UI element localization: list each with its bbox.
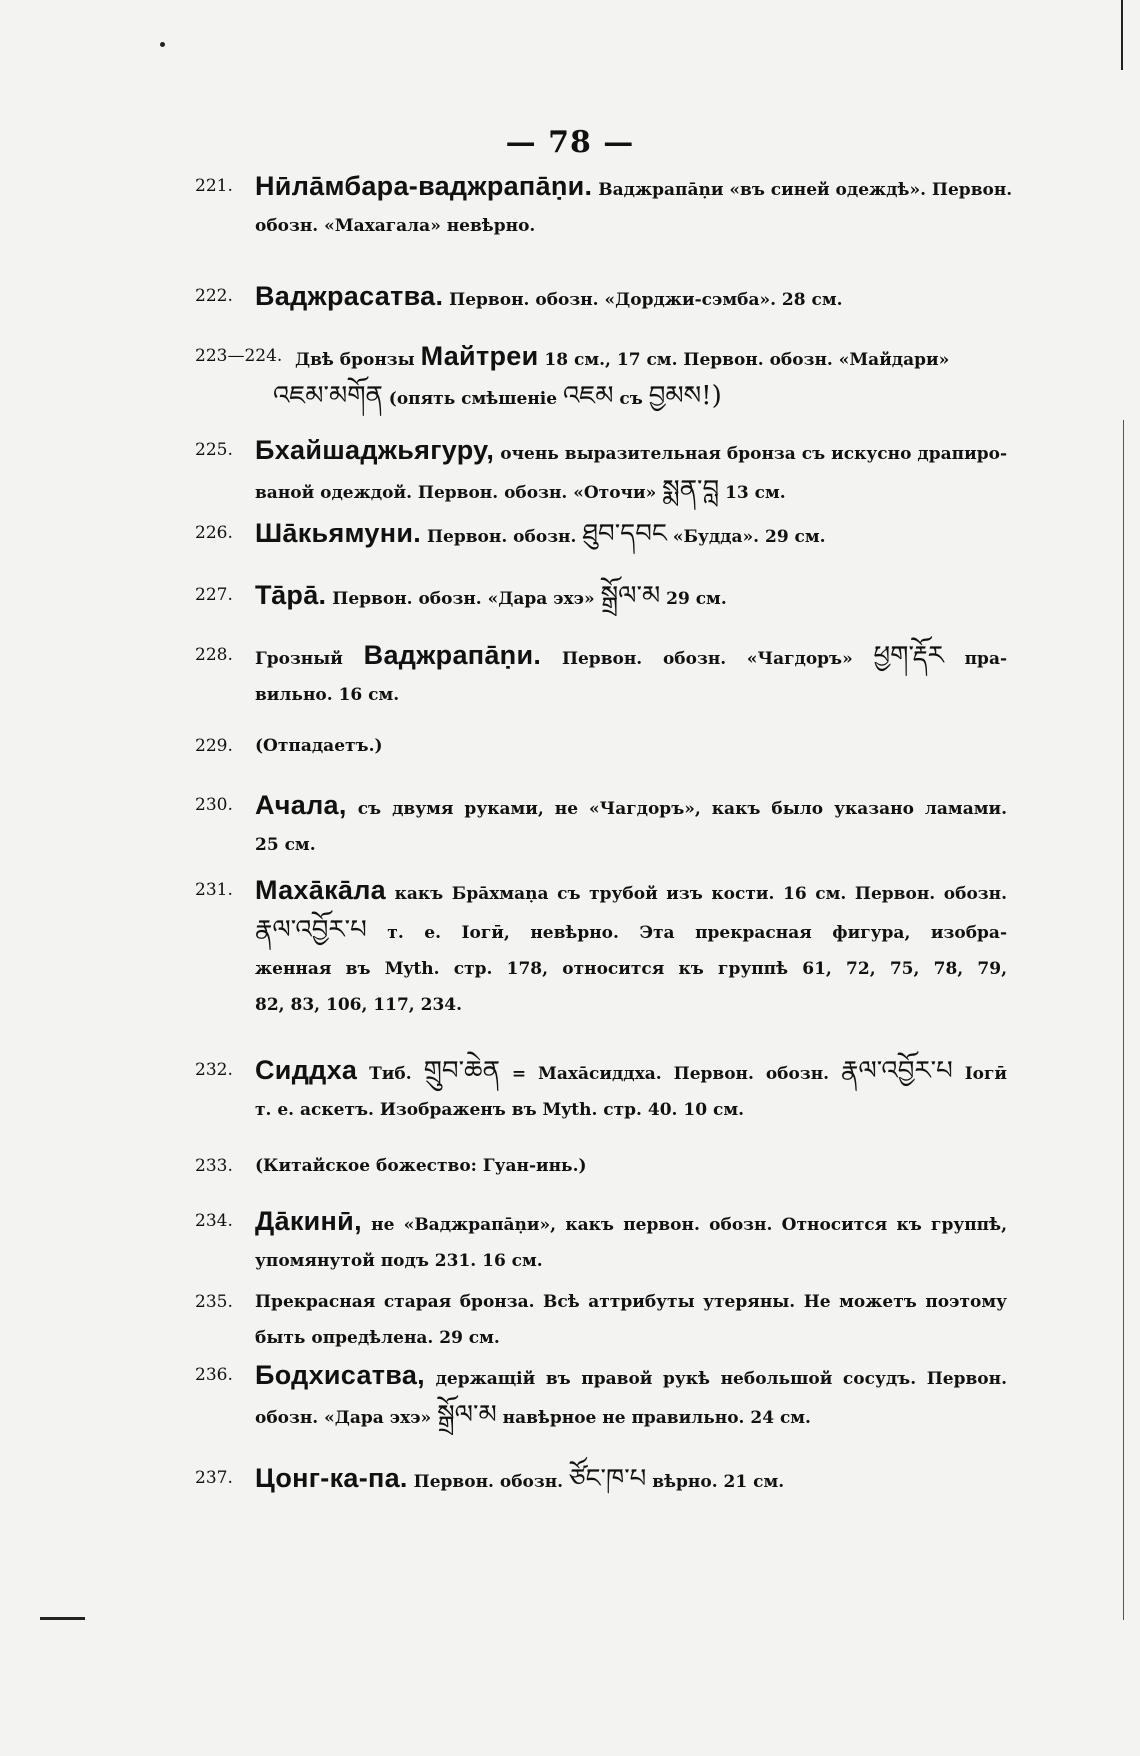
- entry-text: Первон. обозн. «Чагдоръ»: [561, 649, 853, 669]
- entry-text: упомянутой подъ 231. 16 см.: [255, 1251, 543, 1271]
- catalog-entry-234: [195, 1203, 1007, 1279]
- deity-name: Ша̄кьямуни.: [255, 518, 422, 548]
- entry-text: съ: [619, 389, 643, 409]
- scan-dot: [160, 42, 165, 47]
- entry-line: [195, 1243, 1007, 1279]
- entry-line: [195, 1092, 1007, 1128]
- tibetan-script: ཙོང་ཁ་པ: [569, 1464, 647, 1494]
- entry-line: [195, 872, 1007, 912]
- entry-line: [195, 1052, 1007, 1092]
- entry-text: держащій въ правой рукѣ небольшой сосудъ. Первон.: [435, 1369, 1007, 1389]
- catalog-entry-221: [195, 168, 1013, 244]
- entry-text: Грозный: [255, 649, 343, 669]
- entry-number: 227.: [195, 585, 233, 605]
- entry-text: (опять смѣшеніе: [388, 389, 558, 409]
- catalog-entry-233: [195, 1148, 1007, 1184]
- entry-line: [195, 1284, 1007, 1320]
- entry-text: не «Ваджрапа̄ṇи», какъ первон. обозн. Относится къ группѣ,: [371, 1215, 1007, 1235]
- entry-text: Ваджрапа̄ṇи «въ синей одеждѣ». Первон.: [598, 180, 1013, 200]
- entry-text: Двѣ бронзы: [295, 350, 415, 370]
- entry-number: 221.: [195, 176, 233, 196]
- entry-line: [195, 378, 1007, 417]
- entry-text: т. е. Іогӣ, невѣрно. Эта прекрасная фигура, изобра-: [387, 923, 1007, 943]
- entry-number: 236.: [195, 1365, 233, 1385]
- catalog-entry-230: [195, 787, 1007, 863]
- entry-number: 226.: [195, 523, 233, 543]
- tibetan-script: བྱམས!): [648, 381, 722, 411]
- scan-edge-line: [1123, 420, 1124, 1620]
- deity-name: Бхайшаджьягуру,: [255, 435, 495, 465]
- tibetan-script: གྲུབ་ཆེན: [423, 1056, 500, 1086]
- catalog-entry-237: [195, 1460, 1007, 1500]
- catalog-entry-223-224: [195, 338, 1007, 417]
- entry-text: Первон. обозн.: [426, 527, 577, 547]
- entry-line: [195, 1320, 1007, 1356]
- entry-line: [195, 472, 1007, 511]
- entry-text: 18 см., 17 см. Первон. обозн. «Майдари»: [544, 350, 950, 370]
- entry-text: Первон. обозн. «Дара эхэ»: [332, 589, 595, 609]
- deity-name: Нӣла̄мбара-ваджрапа̄ṇи.: [255, 171, 593, 201]
- entry-line: [195, 787, 1007, 827]
- entry-text: вильно. 16 см.: [255, 685, 400, 705]
- entry-text: (Отпадаетъ.): [255, 736, 383, 756]
- catalog-entry-236: [195, 1357, 1007, 1436]
- entry-line: [195, 1357, 1007, 1397]
- tibetan-script: སྒྲོལ་མ: [600, 581, 661, 611]
- deity-name: Сиддха: [255, 1055, 358, 1085]
- deity-name: Та̄ра̄.: [255, 580, 327, 610]
- entry-number: 234.: [195, 1211, 233, 1231]
- entry-number: 228.: [195, 645, 233, 665]
- entry-number: 233.: [195, 1156, 233, 1176]
- entry-number: 229.: [195, 736, 233, 756]
- entry-number: 223—224.: [195, 346, 283, 366]
- entry-text: Іогӣ: [964, 1064, 1008, 1084]
- catalog-entry-228: [195, 637, 1007, 713]
- entry-text: = Маха̄сиддха. Первон. обозн.: [511, 1064, 830, 1084]
- entry-text: (Китайское божество: Гуан-инь.): [255, 1156, 587, 1176]
- entry-line: [195, 951, 1007, 987]
- entry-line: [195, 515, 1007, 555]
- entry-line: [195, 208, 1007, 244]
- deity-name: Ваджрасатва.: [255, 281, 444, 311]
- entry-line: [195, 677, 1007, 713]
- tibetan-script: སྨན་བླ: [662, 475, 720, 505]
- entry-line: [195, 432, 1007, 472]
- entry-text: «Будда». 29 см.: [672, 527, 826, 547]
- deity-name: Цонг-ка-па.: [255, 1463, 408, 1493]
- tibetan-script: ཕྱག་རྡོར: [873, 641, 944, 671]
- deity-name: Маха̄ка̄ла: [255, 875, 386, 905]
- entry-line: [195, 987, 1007, 1023]
- entry-line: [195, 637, 1007, 677]
- entry-number: 230.: [195, 795, 233, 815]
- catalog-entry-226: [195, 515, 1007, 555]
- entry-number: 235.: [195, 1292, 233, 1312]
- page-number: — 78 —: [505, 125, 635, 160]
- deity-name: Майтреи: [420, 341, 539, 371]
- deity-name: Ваджрапа̄ṇи.: [363, 640, 542, 670]
- catalog-entry-229: [195, 728, 1007, 764]
- entry-text: Прекрасная старая бронза. Всѣ аттрибуты утеряны. Не можетъ поэтому: [255, 1292, 1007, 1312]
- catalog-entry-227: [195, 577, 1007, 617]
- entry-number: 237.: [195, 1468, 233, 1488]
- catalog-entry-222: [195, 278, 1007, 318]
- catalog-entry-231: [195, 872, 1007, 1023]
- tibetan-script: ཐུབ་དབང: [582, 519, 667, 549]
- entry-line: [195, 168, 1013, 208]
- catalog-entry-232: [195, 1052, 1007, 1128]
- entry-text: съ двумя руками, не «Чагдоръ», какъ было указано ламами.: [357, 799, 1008, 819]
- entry-text: Первон. обозн.: [413, 1472, 564, 1492]
- entry-text: навѣрное не правильно. 24 см.: [502, 1408, 811, 1428]
- entry-text: вѣрно. 21 см.: [652, 1472, 785, 1492]
- entry-text: 25 см.: [255, 835, 316, 855]
- catalog-entry-225: [195, 432, 1007, 511]
- scan-edge-mark: [1121, 0, 1123, 70]
- entry-text: обозн. «Махагала» невѣрно.: [255, 216, 536, 236]
- entry-number: 232.: [195, 1060, 233, 1080]
- entry-text: Первон. обозн. «Дорджи-сэмба». 28 см.: [449, 290, 843, 310]
- entry-text: какъ Бра̄хмаṇа съ трубой изъ кости. 16 см. Первон. обозн.: [394, 884, 1008, 904]
- tibetan-script: སྒྲོལ་མ: [437, 1400, 497, 1430]
- entry-text: очень выразительная бронза съ искусно драпиро-: [500, 444, 1007, 464]
- entry-text: т. е. аскетъ. Изображенъ въ Myth. стр. 40. 10 см.: [255, 1100, 744, 1120]
- entry-number: 222.: [195, 286, 233, 306]
- tibetan-script: རྣལ་འབྱོར་པ: [841, 1056, 953, 1086]
- entry-number: 231.: [195, 880, 233, 900]
- entry-line: [195, 338, 1007, 378]
- entry-line: [195, 1397, 1007, 1436]
- entry-text: быть опредѣлена. 29 см.: [255, 1328, 500, 1348]
- deity-name: Да̄кинӣ,: [255, 1206, 362, 1236]
- entry-line: [195, 278, 1007, 318]
- entry-text: 29 см.: [666, 589, 727, 609]
- entry-line: [195, 1203, 1007, 1243]
- catalog-entry-235: [195, 1284, 1007, 1356]
- entry-line: [195, 577, 1007, 617]
- deity-name: Бодхисатва,: [255, 1360, 425, 1390]
- entry-text: Тиб.: [369, 1064, 412, 1084]
- entry-line: [195, 827, 1007, 863]
- entry-number: 225.: [195, 440, 233, 460]
- entry-text: пра-: [964, 649, 1008, 669]
- tibetan-script: འཇམ: [562, 381, 614, 411]
- entry-text: обозн. «Дара эхэ»: [255, 1408, 432, 1428]
- entry-text: 82, 83, 106, 117, 234.: [255, 995, 463, 1015]
- entry-line: [195, 1148, 1007, 1184]
- tibetan-script: འཇམ་མགོན: [273, 381, 383, 411]
- scan-margin-mark: [40, 1617, 85, 1620]
- entry-text: 13 см.: [725, 483, 786, 503]
- entry-line: [195, 1460, 1007, 1500]
- entry-text: женная въ Myth. стр. 178, относится къ группѣ 61, 72, 75, 78, 79,: [255, 959, 1007, 979]
- entry-text: ваной одеждой. Первон. обозн. «Оточи»: [255, 483, 657, 503]
- entry-line: [195, 728, 1007, 764]
- deity-name: Ачала,: [255, 790, 347, 820]
- entry-line: [195, 912, 1007, 951]
- tibetan-script: རྣལ་འབྱོར་པ: [255, 915, 367, 945]
